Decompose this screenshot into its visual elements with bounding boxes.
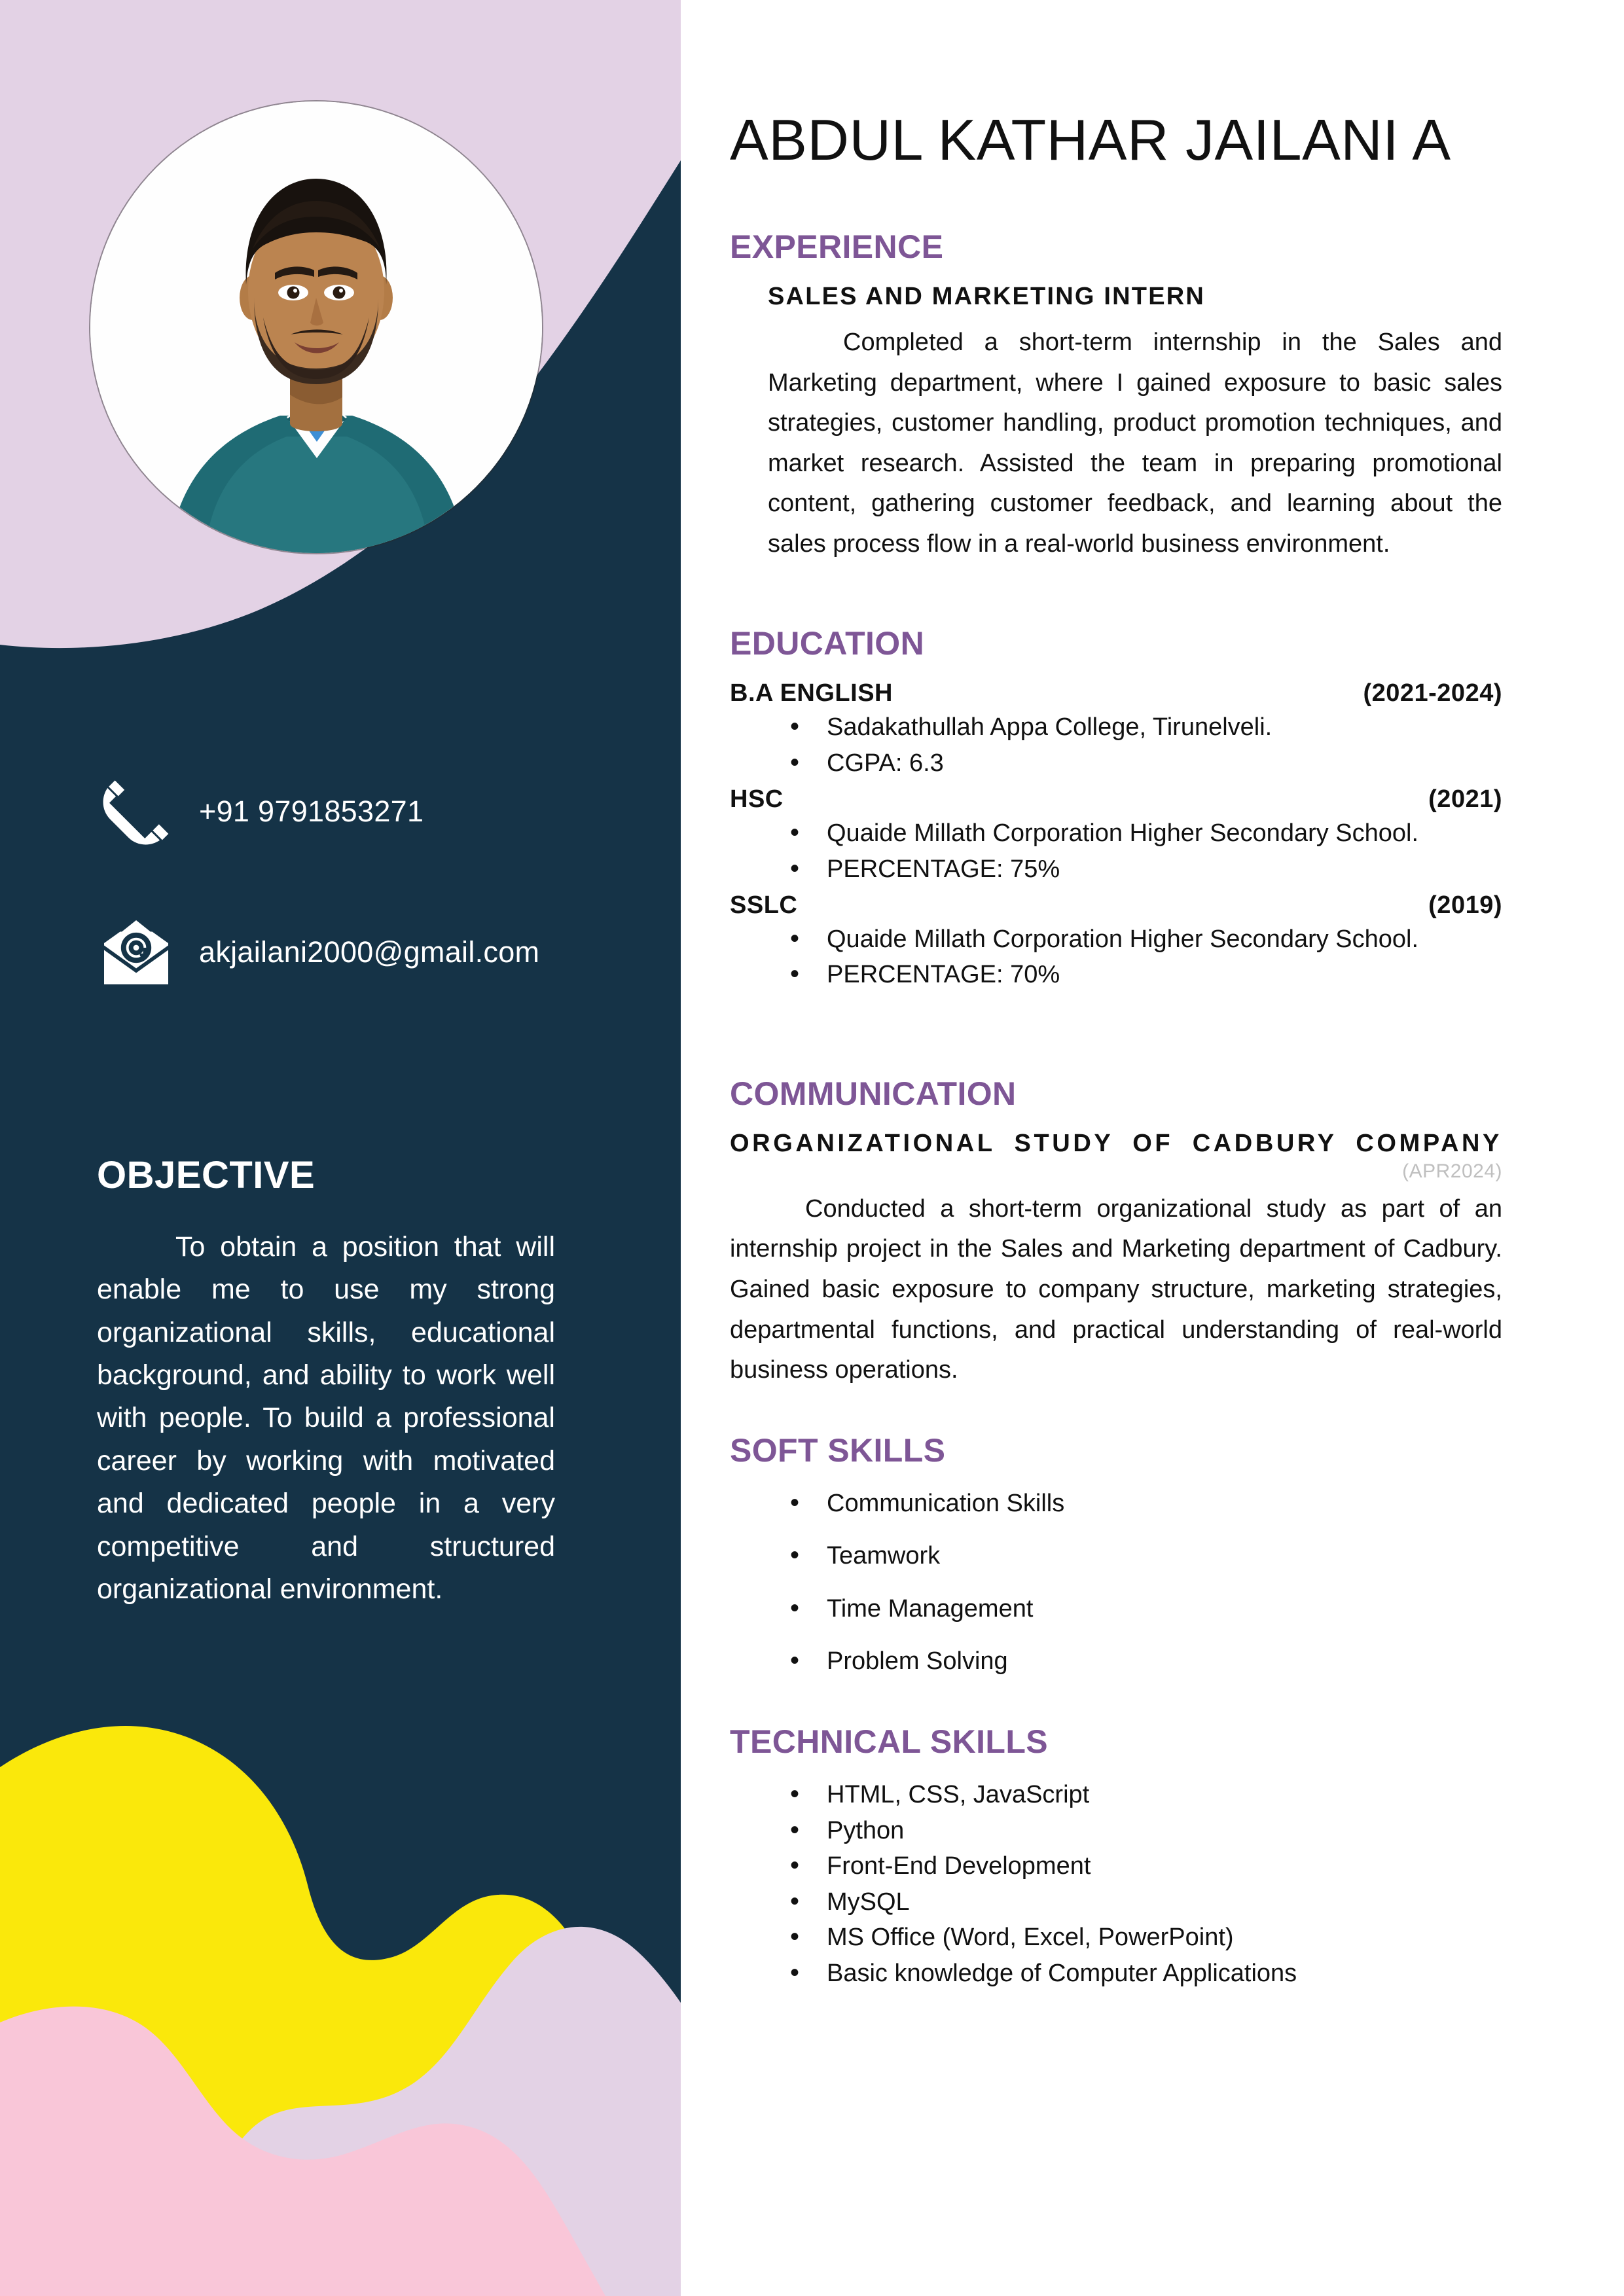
education-heading: EDUCATION <box>730 625 925 662</box>
main-content <box>681 0 1624 2296</box>
page-title: ABDUL KATHAR JAILANI A <box>730 107 1451 172</box>
objective-text: To obtain a position that will enable me to use my strong organizational skills, educational background, and ability to work well with people. To build a professional career by working with motivated and dedicated people in a very competitive and structured organizational environment. <box>97 1231 555 1605</box>
communication-description: Conducted a short-term organizational study as part of an internship project in the Sales and Marketing department of Cadbury. Gained basic exposure to company structure, marketing strategies, departmental functions, and practical understanding of real-world business operations. <box>730 1194 1502 1384</box>
communication-project-title: ORGANIZATIONAL STUDY OF CADBURY COMPANY <box>730 1129 1502 1157</box>
technical-skills-section <box>730 1723 1502 1990</box>
list-item: • Quaide Millath Corporation Higher Secondary School. <box>730 816 1502 850</box>
education-entry-header <box>730 679 1502 708</box>
education-degree: B.A ENGLISH <box>730 679 893 708</box>
communication-section <box>730 1075 1502 1391</box>
profile-photo-illustration <box>90 101 542 553</box>
education-entry <box>730 679 1502 780</box>
objective-section <box>97 1153 555 1611</box>
education-entry <box>730 785 1502 886</box>
profile-photo <box>90 101 542 553</box>
list-item: • Problem Solving <box>730 1644 1502 1678</box>
list-item: • MS Office (Word, Excel, PowerPoint) <box>730 1920 1502 1954</box>
education-details <box>730 816 1502 886</box>
experience-section <box>730 228 1502 564</box>
education-details <box>730 922 1502 992</box>
soft-skills-list <box>730 1486 1502 1679</box>
education-entry <box>730 891 1502 992</box>
communication-heading: COMMUNICATION <box>730 1075 1017 1112</box>
list-item: • Time Management <box>730 1592 1502 1626</box>
list-item: • Quaide Millath Corporation Higher Secondary School. <box>730 922 1502 956</box>
list-item: • PERCENTAGE: 70% <box>730 958 1502 992</box>
contact-row-email[interactable] <box>0 913 681 992</box>
list-item: • MySQL <box>730 1885 1502 1919</box>
list-item: • Teamwork <box>730 1539 1502 1573</box>
education-years: (2021-2024) <box>1363 679 1502 708</box>
technical-skills-heading: TECHNICAL SKILLS <box>730 1723 1049 1761</box>
list-item: • HTML, CSS, JavaScript <box>730 1778 1502 1812</box>
communication-date: (APR2024) <box>1402 1160 1502 1182</box>
list-item: • CGPA: 6.3 <box>730 746 1502 780</box>
experience-heading: EXPERIENCE <box>730 228 944 265</box>
list-item: • Basic knowledge of Computer Applications <box>730 1956 1502 1990</box>
education-degree: HSC <box>730 785 784 814</box>
email-icon <box>97 913 175 992</box>
experience-job-title: SALES AND MARKETING INTERN <box>768 283 1206 310</box>
education-section <box>730 624 1502 992</box>
list-item: • Sadakathullah Appa College, Tirunelveli. <box>730 710 1502 744</box>
list-item: • Communication Skills <box>730 1486 1502 1520</box>
education-degree: SSLC <box>730 891 798 920</box>
soft-skills-heading: SOFT SKILLS <box>730 1431 946 1469</box>
technical-skills-list <box>730 1778 1502 1990</box>
phone-number: +91 9791853271 <box>199 795 424 828</box>
list-item: • Python <box>730 1814 1502 1848</box>
education-years: (2021) <box>1428 785 1502 814</box>
contact-row-phone[interactable] <box>0 772 681 851</box>
list-item: • PERCENTAGE: 75% <box>730 852 1502 886</box>
education-details <box>730 710 1502 780</box>
phone-icon <box>97 772 175 851</box>
education-entry-header <box>730 785 1502 814</box>
soft-skills-section <box>730 1431 1502 1679</box>
email-address: akjailani2000@gmail.com <box>199 935 540 969</box>
list-item: • Front-End Development <box>730 1849 1502 1883</box>
experience-description: Completed a short-term internship in the Sales and Marketing department, where I gained exposure to basic sales strategies, customer handling, product promotion techniques, and market research. Assisted the team in preparing promotional content, gathering customer feedback, and learning about the sales process flow in a real-world business environment. <box>768 329 1502 558</box>
sidebar <box>0 0 681 2296</box>
contact-block <box>0 772 681 1054</box>
objective-heading: OBJECTIVE <box>97 1154 316 1196</box>
education-entry-header <box>730 891 1502 920</box>
education-years: (2019) <box>1428 891 1502 920</box>
